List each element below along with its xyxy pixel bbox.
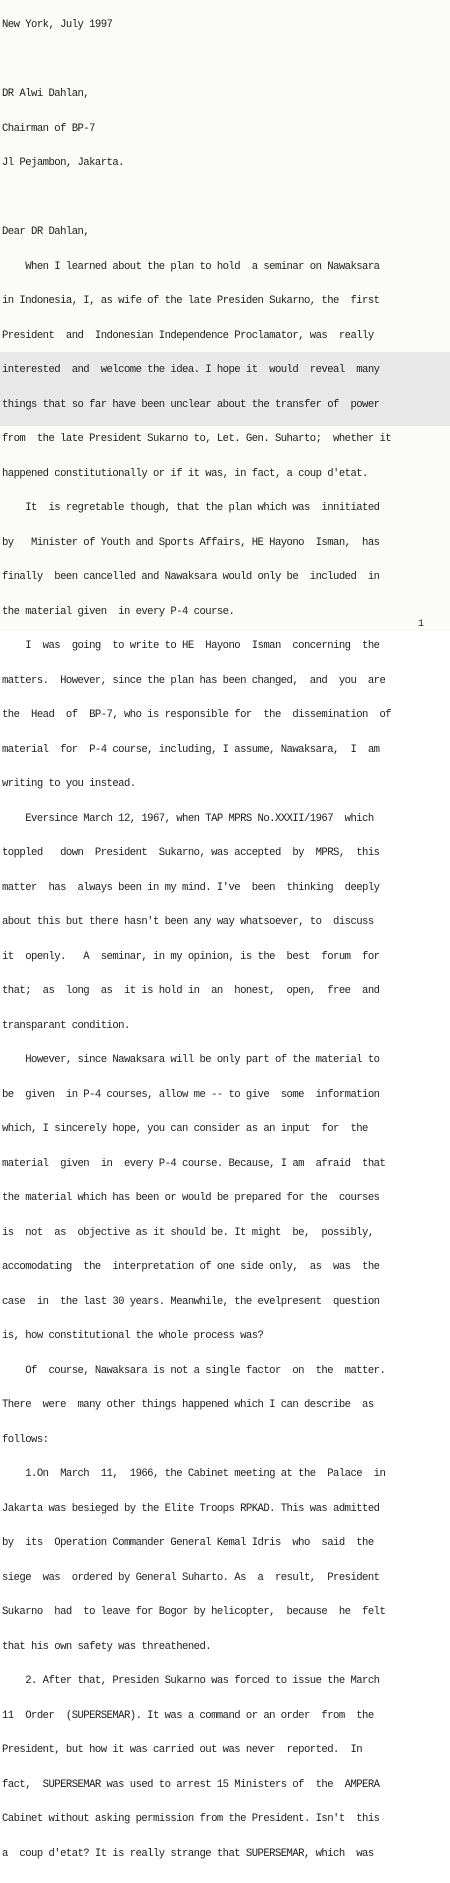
body-line: a coup d'etat? It is really strange that SUPERSEMAR, which was — [2, 1847, 374, 1860]
body-line: things that so far have been unclear about the transfer of power — [2, 398, 380, 411]
body-line: by its Operation Commander General Kemal Idris who said the — [2, 1537, 374, 1549]
body-line: When I learned about the plan to hold a seminar on Nawaksara — [2, 260, 380, 273]
body-line: Sukarno had to leave for Bogor by helicopter, because he felt — [2, 1606, 386, 1618]
blank-line — [2, 55, 448, 67]
body-line: the material which has been or would be prepared for the courses — [2, 1192, 380, 1204]
page-number: 1 — [418, 619, 425, 630]
body-line: it openly. A seminar, in my opinion, is the best forum for — [2, 950, 380, 963]
body-line: the material given in every P-4 course. — [2, 605, 235, 618]
body-line: President, but how it was carried out was never reported. In — [2, 1744, 363, 1756]
body-line: writing to you instead. — [2, 778, 136, 790]
body-line: material for P-4 course, including, I assume, Nawaksara, I am — [2, 743, 380, 756]
body-line: case in the last 30 years. Meanwhile, the evelpresent question — [2, 1295, 380, 1308]
body-line: that his own safety was threathened. — [2, 1640, 212, 1653]
body-line: about this but there hasn't been any way whatsoever, to discuss — [2, 916, 374, 928]
body-line: in Indonesia, I, as wife of the late Presiden Sukarno, the first — [2, 295, 380, 307]
body-line: is not as objective as it should be. It might be, possibly, — [2, 1226, 374, 1239]
body-line: Cabinet without asking permission from the President. Isn't this — [2, 1813, 380, 1825]
body-line: siege was ordered by General Suharto. As a result, President — [2, 1571, 380, 1584]
salutation: Dear DR Dahlan, — [2, 226, 90, 238]
addressee-line: Chairman of BP-7 — [2, 122, 95, 135]
body-line: However, since Nawaksara will be only part of the material to — [2, 1054, 380, 1066]
body-line: toppled down President Sukarno, was accepted by MPRS, this — [2, 847, 380, 859]
body-line: follows: — [2, 1433, 49, 1446]
body-line: I was going to write to HE Hayono Isman concerning the — [2, 640, 380, 652]
body-line: It is regretable though, that the plan which was innitiated — [2, 502, 380, 514]
body-line: material given in every P-4 course. Because, I am afraid that — [2, 1157, 386, 1170]
body-line: transparant condition. — [2, 1019, 130, 1032]
body-line: the Head of BP-7, who is responsible for the dissemination of — [2, 709, 392, 721]
body-line: by Minister of Youth and Sports Affairs, HE Hayono Isman, has — [2, 536, 380, 549]
body-line: 1.On March 11, 1966, the Cabinet meeting at the Palace in — [2, 1468, 386, 1480]
body-line: which, I sincerely hope, you can consider as an input for the — [2, 1123, 368, 1135]
body-line: interested and welcome the idea. I hope it would reveal many — [2, 364, 380, 376]
body-line: that; as long as it is hold in an honest, open, free and — [2, 985, 380, 997]
body-line: is, how constitutional the whole process was? — [2, 1330, 264, 1342]
body-line: matters. However, since the plan has been changed, and you are — [2, 674, 386, 687]
body-line: fact, SUPERSEMAR was used to arrest 15 Ministers of the AMPERA — [2, 1778, 380, 1791]
body-line: accomodating the interpretation of one side only, as was the — [2, 1261, 380, 1273]
body-line: finally been cancelled and Nawaksara would only be included in — [2, 571, 380, 583]
body-line: be given in P-4 courses, allow me -- to give some information — [2, 1088, 380, 1101]
addressee-line: Jl Pejambon, Jakarta. — [2, 157, 124, 169]
body-line: matter has always been in my mind. I've been thinking deeply — [2, 881, 380, 894]
letter-text — [2, 0, 448, 1883]
body-line: 11 Order (SUPERSEMAR). It was a command or an order from the — [2, 1709, 374, 1722]
body-line: Of course, Nawaksara is not a single factor on the matter. — [2, 1364, 386, 1377]
body-line: happened constitutionally or if it was, in fact, a coup d'etat. — [2, 467, 368, 480]
body-line: Jakarta was besieged by the Elite Troops RPKAD. This was admitted — [2, 1502, 380, 1515]
body-line: from the late President Sukarno to, Let. Gen. Suharto; whether it — [2, 433, 392, 445]
dateline: New York, July 1997 — [2, 19, 113, 31]
addressee-line: DR Alwi Dahlan, — [2, 88, 90, 100]
body-line: There were many other things happened which I can describe as — [2, 1399, 374, 1411]
body-line: 2. After that, Presiden Sukarno was forced to issue the March — [2, 1675, 380, 1687]
blank-line — [2, 193, 448, 205]
body-line: President and Indonesian Independence Proclamator, was really — [2, 329, 374, 342]
body-line: Eversince March 12, 1967, when TAP MPRS No.XXXII/1967 which — [2, 812, 374, 825]
